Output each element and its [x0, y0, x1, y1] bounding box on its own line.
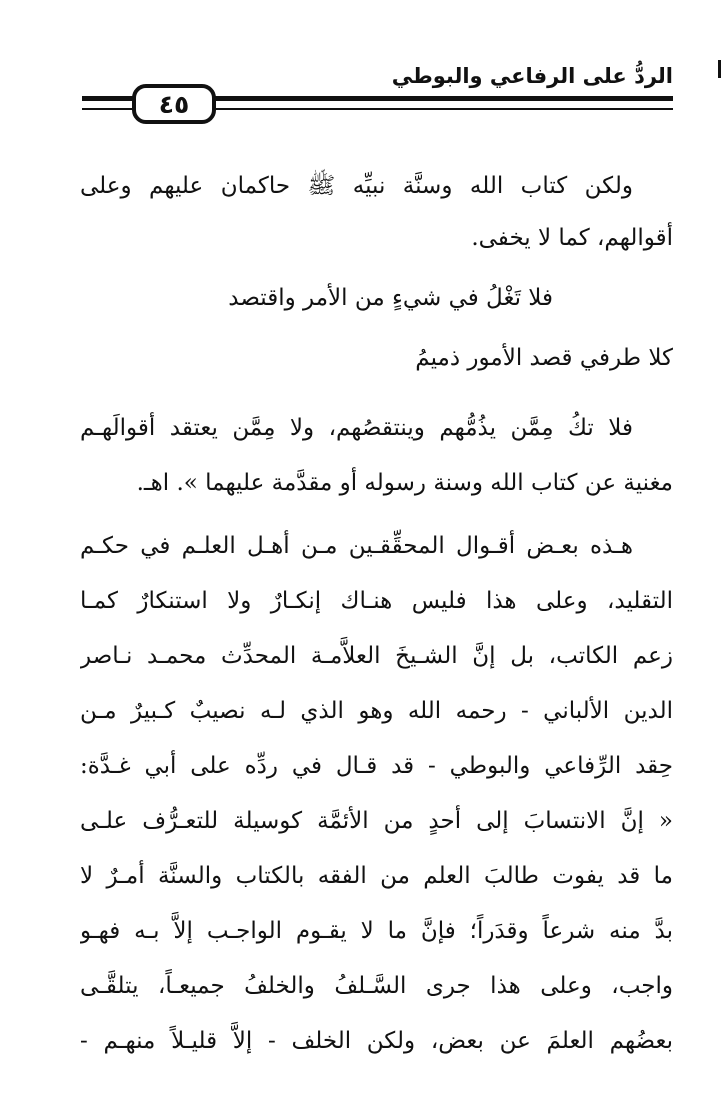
text-line: « إنَّ الانتسابَ إلى أحدٍ من الأئمَّة كوسيلة للتعـرُّف علـى	[80, 808, 673, 834]
text-line: فلا تكُ مِمَّن يذُمُّهم وينتقصُهم، ولا مِمَّن يعتقد أقوالَهـم	[80, 415, 633, 441]
text-line: ما قد يفوت طالبَ العلم من الفقه بالكتاب والسنَّة أمـرٌ لا	[80, 863, 673, 889]
text-line: الدين الألباني - رحمه الله وهو الذي لـه نصيبٌ كـبيرٌ مـن	[80, 698, 673, 724]
running-header-title: الردُّ على الرفاعي والبوطي	[391, 64, 673, 88]
text-line: بعضُهم العلمَ عن بعض، ولكن الخلف - إلاَّ قليـلاً منهـم -	[80, 1028, 673, 1054]
verse-line: كلا طرفي قصد الأمور ذميمُ	[415, 345, 673, 371]
page-number: ٤٥	[132, 84, 216, 124]
text-line: التقليد، وعلى هذا فليس هنـاك إنكـارٌ ولا استنكارٌ كمـا	[80, 588, 673, 614]
text-line: ولكن كتاب الله وسنَّة نبيِّه ﷺ حاكمان عليهم وعلى	[80, 173, 633, 199]
text-line: أقوالهم، كما لا يخفى.	[471, 225, 673, 251]
text-line: مغنية عن كتاب الله وسنة رسوله أو مقدَّمة عليهما ». اهـ.	[136, 470, 673, 496]
text-line: هـذه بعـض أقـوال المحقِّقـين مـن أهـل العلـم في حكـم	[80, 533, 633, 559]
page-edge-mark	[718, 60, 721, 78]
text-line: واجب، وعلى هذا جرى السَّـلفُ والخلفُ جميعـاً، يتلقَّـى	[80, 973, 673, 999]
text-line: زعم الكاتب، بل إنَّ الشـيخَ العلاَّمـة المحدِّث محمـد نـاصر	[80, 643, 673, 669]
text-line: حِقد الرِّفاعي والبوطي - قد قـال في ردِّه على أبي غـدَّة:	[80, 753, 673, 779]
verse-line: فلا تَغْلُ في شيءٍ من الأمر واقتصد	[228, 285, 553, 311]
text-line: بدَّ منه شرعاً وقدَراً؛ فإنَّ ما لا يقـوم الواجـب إلاَّ بـه فهـو	[80, 918, 673, 944]
